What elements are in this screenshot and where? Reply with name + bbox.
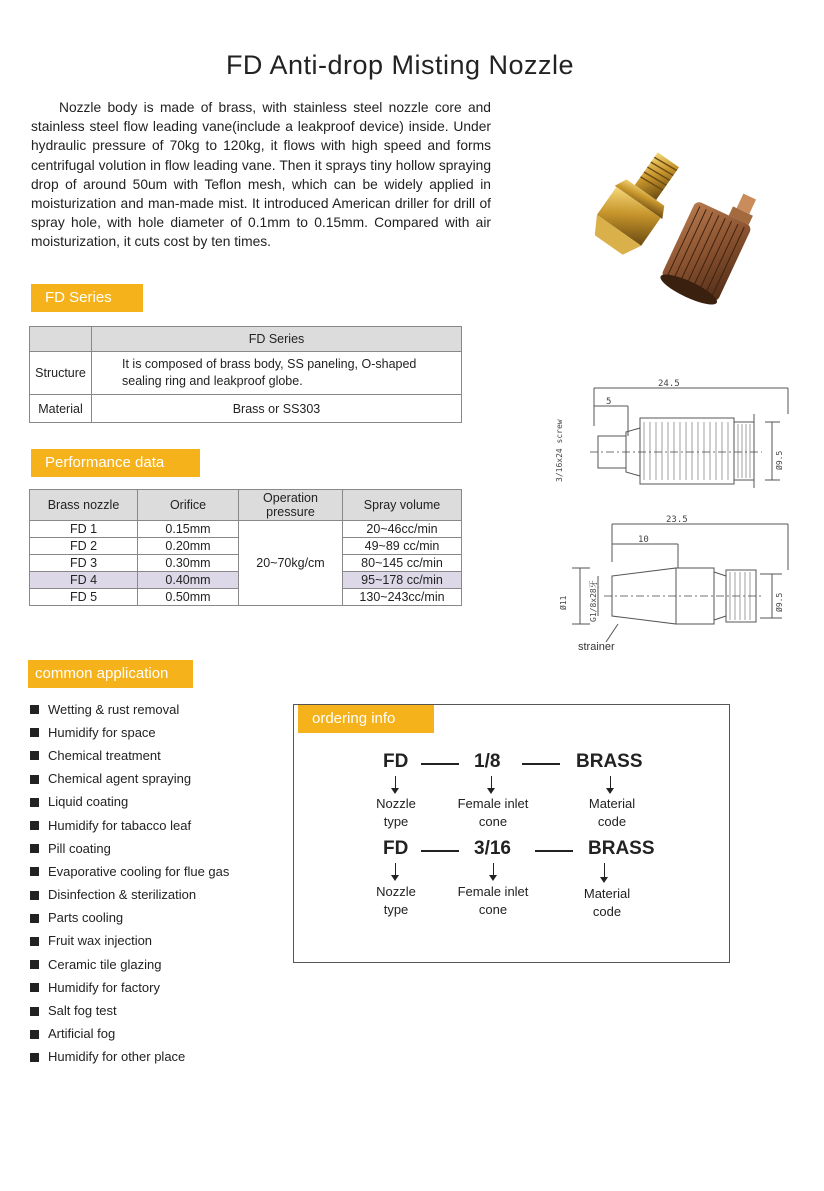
order-label-inlet-2: Female inlet cone [457,884,529,917]
arrow-down-icon [391,788,399,794]
application-list [30,698,229,1069]
dim-sub-bottom: 10 [638,535,649,545]
list-item: Disinfection & sterilization [30,884,229,907]
order-label-type-1: Nozzle type [376,796,416,829]
dim-dia-bottom: Ø9.5 [775,592,784,612]
structure-value: It is composed of brass body, SS paneling, O-shaped sealing ring and leakproof globe. [92,352,462,395]
order-type-1: FD [383,751,409,772]
bullet-icon [30,960,39,969]
material-label: Material [30,395,92,423]
arrow-down-icon [606,788,614,794]
performance-banner: Performance data [31,449,200,477]
dim-sub-top: 5 [606,397,612,407]
bullet-icon [30,775,39,784]
perf-orifice: 0.50mm [138,589,239,606]
list-item: Pill coating [30,837,229,860]
nozzle-drawing-top [550,378,795,490]
order-size-2: 3/16 [474,838,511,859]
order-dash [522,763,560,765]
bullet-icon [30,867,39,876]
list-item: Humidify for tabacco leaf [30,814,229,837]
perf-header-nozzle: Brass nozzle [30,490,138,521]
perf-orifice: 0.15mm [138,521,239,538]
dim-body-dia-bottom: Ø11 [559,595,568,610]
order-label-type-2: Nozzle type [376,884,416,917]
list-item: Artificial fog [30,1023,229,1046]
page-title: FD Anti-drop Misting Nozzle [225,50,575,80]
order-type-2: FD [383,838,409,859]
perf-volume: 49~89 cc/min [343,538,462,555]
list-item: Parts cooling [30,907,229,930]
perf-pressure: 20~70kg/cm [239,521,343,606]
material-value: Brass or SS303 [92,395,462,423]
nozzle-product-photo [572,140,772,310]
list-item: Wetting & rust removal [30,698,229,721]
order-material-1: BRASS [576,751,643,772]
perf-header-volume: Spray volume [343,490,462,521]
order-size-1: 1/8 [474,751,501,772]
bullet-icon [30,798,39,807]
fd-series-header: FD Series [92,327,462,352]
perf-orifice: 0.40mm [138,572,239,589]
bullet-icon [30,891,39,900]
dim-screw-top: 3/16x24 screw [555,419,564,482]
performance-table [29,489,462,606]
perf-header-pressure: Operation pressure [239,490,343,521]
fd-series-table [29,326,462,423]
application-banner: common application [28,660,193,688]
perf-nozzle: FD 2 [30,538,138,555]
bullet-icon [30,728,39,737]
dim-thread-bottom: G1/8x28牙 [589,580,598,622]
bullet-icon [30,1030,39,1039]
list-item: Liquid coating [30,791,229,814]
bullet-icon [30,705,39,714]
list-item: Chemical treatment [30,744,229,767]
dim-overall-bottom: 23.5 [666,515,688,525]
list-item: Fruit wax injection [30,930,229,953]
dim-overall-top: 24.5 [658,379,680,389]
bullet-icon [30,983,39,992]
list-item: Salt fog test [30,999,229,1022]
perf-orifice: 0.20mm [138,538,239,555]
perf-volume: 130~243cc/min [343,589,462,606]
order-label-material-2: Material code [583,886,631,919]
intro-text: Nozzle body is made of brass, with stainless steel nozzle core and stainless steel flow leading vane(include a leakproof device) inside. Under hydraulic pressure of 70kg to 120kg, it flows with high speed and forms centrifugal volution in flow leading vane. Then it sprays tiny hollow spraying drop of around 50um with Teflon mesh, which can be widely applied in moisturization and man-made mist. It introduced American driller for drill of spray hole, with hole diameter of 0.1mm to 0.15mm. Compared with air moisturization, it cuts cost by ten times. [31,100,491,250]
list-item: Ceramic tile glazing [30,953,229,976]
order-material-2: BRASS [588,838,655,859]
fd-series-banner: FD Series [31,284,143,312]
list-item: Chemical agent spraying [30,768,229,791]
bullet-icon [30,844,39,853]
dim-dia-top: Ø9.5 [775,450,784,470]
ordering-info-box [293,704,730,963]
table-row [30,521,462,538]
strainer-label: strainer [578,641,615,653]
order-label-material-1: Material code [588,796,636,829]
structure-label: Structure [30,352,92,395]
ordering-banner: ordering info [298,705,434,733]
arrow-down-icon [487,788,495,794]
bullet-icon [30,914,39,923]
bullet-icon [30,821,39,830]
perf-header-orifice: Orifice [138,490,239,521]
perf-volume: 95~178 cc/min [343,572,462,589]
order-dash [421,850,459,852]
perf-nozzle: FD 5 [30,589,138,606]
order-dash [535,850,573,852]
perf-nozzle: FD 3 [30,555,138,572]
bullet-icon [30,751,39,760]
list-item: Humidify for factory [30,976,229,999]
order-dash [421,763,459,765]
list-item: Humidify for other place [30,1046,229,1069]
list-item: Evaporative cooling for flue gas [30,860,229,883]
perf-volume: 20~46cc/min [343,521,462,538]
arrow-down-icon [489,875,497,881]
perf-nozzle: FD 1 [30,521,138,538]
list-item: Humidify for space [30,721,229,744]
intro-paragraph [31,98,491,252]
perf-volume: 80~145 cc/min [343,555,462,572]
perf-nozzle: FD 4 [30,572,138,589]
bullet-icon [30,1053,39,1062]
fd-series-corner [30,327,92,352]
order-label-inlet-1: Female inlet cone [457,796,529,829]
bullet-icon [30,1007,39,1016]
nozzle-drawing-bottom [550,512,795,656]
bullet-icon [30,937,39,946]
arrow-down-icon [600,877,608,883]
arrow-down-icon [391,875,399,881]
perf-orifice: 0.30mm [138,555,239,572]
